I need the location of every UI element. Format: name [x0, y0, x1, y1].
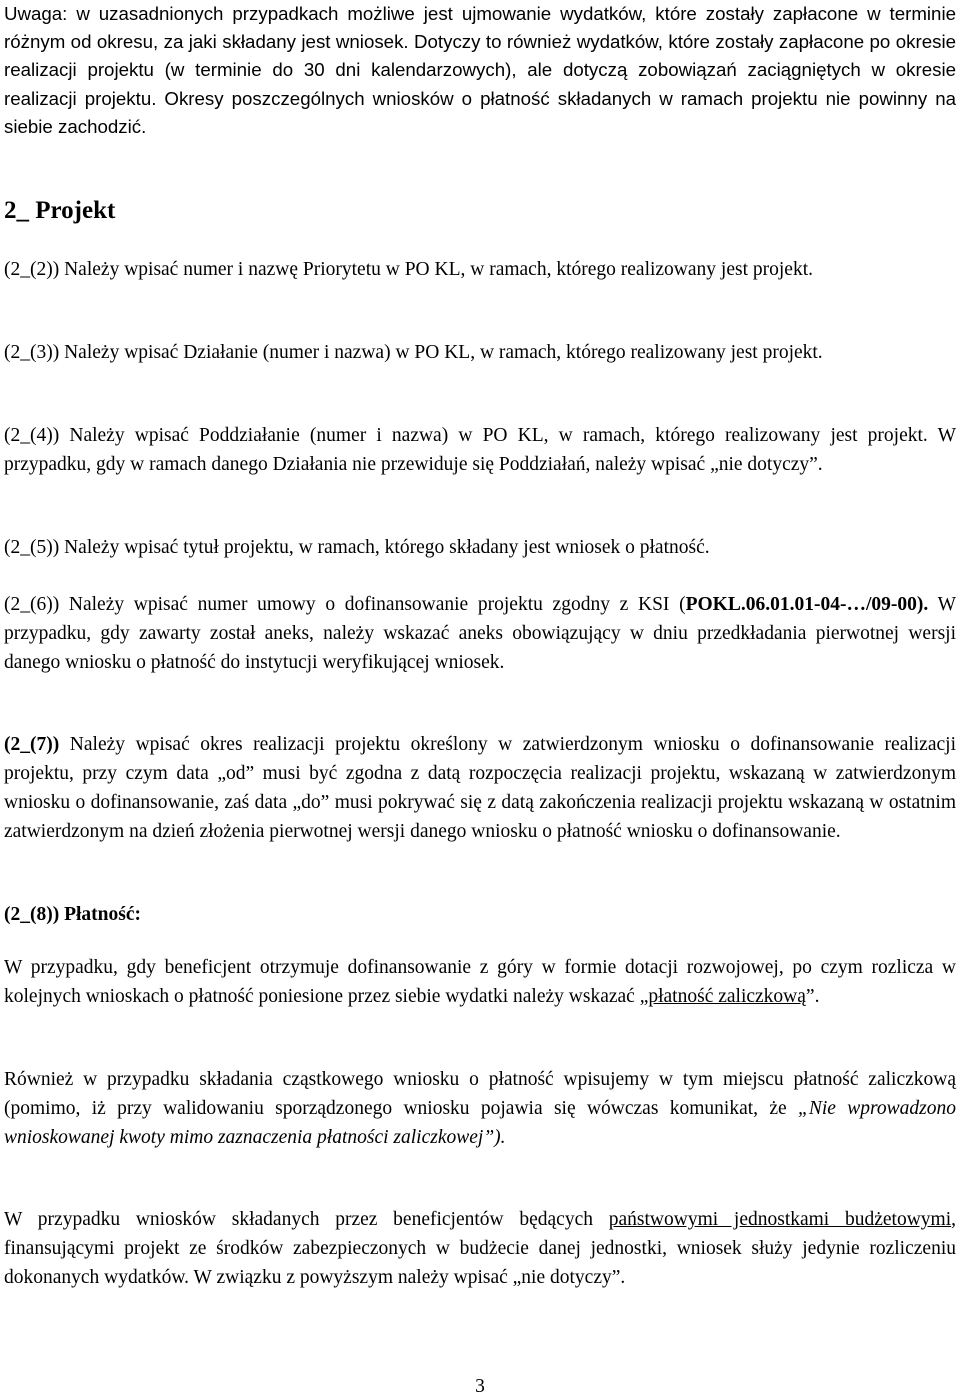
p6-text-b: W przypadku, gdy zawarty został aneks, należy wskazać aneks obowiązujący w dniu przedkładania pierwotnej wersji danego wniosku o płatność do instytucji weryfikującej wniosek.: [4, 594, 956, 673]
paragraph-2-5: (2_(5)) Należy wpisać tytuł projektu, w ramach, którego składany jest wniosek o płatność.: [4, 537, 710, 558]
paragraph-2-4: (2_(4)) Należy wpisać Poddziałanie (numer i nazwa) w PO KL, w ramach, którego realizowany jest projekt. W przypadku, gdy w ramach danego Działania nie przewiduje się Poddziałań, należy wpisać „nie dotyczy”.: [4, 425, 956, 475]
intro-note: Uwaga: w uzasadnionych przypadkach możliwe jest ujmowanie wydatków, które zostały zapłacone w terminie różnym od okresu, za jaki składany jest wniosek. Dotyczy to również wydatków, które zostały zapłacone po okresie realizacji projektu (w terminie do 30 dni kalendarzowych), ale dotyczą zobowiązań zaciągniętych w okresie realizacji projektu. Okresy poszczególnych wniosków o płatność składanych w ramach projektu nie powinny na siebie zachodzić.: [4, 3, 956, 137]
page-number: 3: [475, 1376, 485, 1397]
paragraph-2-3: (2_(3)) Należy wpisać Działanie (numer i nazwa) w PO KL, w ramach, którego realizowany jest projekt.: [4, 342, 823, 363]
budget-units-term: państwowymi jednostkami budżetowymi: [608, 1209, 952, 1230]
paragraph-2-2: (2_(2)) Należy wpisać numer i nazwę Priorytetu w PO KL, w ramach, którego realizowany jest projekt.: [4, 259, 813, 280]
section-title: 2_ Projekt: [4, 197, 116, 224]
paragraph-payment-advance: [4, 953, 956, 1011]
p11-text-a: W przypadku wniosków składanych przez beneficjentów będących: [4, 1209, 609, 1230]
contract-number: POKL.06.01.01-04-…/09-00).: [685, 594, 929, 615]
paragraph-2-7: [4, 730, 956, 846]
p9-text-b: ”.: [805, 986, 820, 1007]
system-message: „Nie wprowadzono wnioskowanej kwoty mimo zaznaczenia płatności zaliczkowej”).: [4, 1098, 956, 1148]
p9-text-a: W przypadku, gdy beneficjent otrzymuje dofinansowanie z góry w formie dotacji rozwojowej, po czym rozlicza w kolejnych wnioskach o płatność poniesione przez siebie wydatki należy wskazać „: [4, 957, 956, 1007]
paragraph-partial-request: [4, 1065, 956, 1152]
paragraph-2-6: [4, 590, 956, 677]
p7-label: (2_(7)): [4, 734, 60, 755]
paragraph-budget-units: [4, 1205, 956, 1292]
p6-text-a: (2_(6)) Należy wpisać numer umowy o dofinansowanie projektu zgodny z KSI (: [4, 594, 686, 615]
advance-payment-term: płatność zaliczkową: [648, 986, 806, 1007]
p10-text-a: Również w przypadku składania cząstkowego wniosku o płatność wpisujemy w tym miejscu płatność zaliczkową (pomimo, iż przy walidowaniu sporządzonego wniosku pojawia się wówczas komunikat, że: [4, 1069, 956, 1119]
payment-heading: (2_(8)) Płatność:: [4, 904, 142, 925]
p7-text: Należy wpisać okres realizacji projektu określony w zatwierdzonym wniosku o dofinansowanie realizacji projektu, przy czym data „od” musi być zgodna z datą rozpoczęcia realizacji projektu, wskazaną w zatwierdzonym wniosku o dofinansowanie, zaś data „do” musi pokrywać się z datą zakończenia realizacji projektu wskazaną w ostatnim zatwierdzonym na dzień złożenia pierwotnej wersji danego wniosku o płatność wniosku o dofinansowanie.: [4, 734, 956, 842]
p11-text-b: , finansującymi projekt ze środków zabezpieczonych w budżecie danej jednostki, wniosek służy jedynie rozliczeniu dokonanych wydatków. W związku z powyższym należy wpisać „nie dotyczy”.: [4, 1209, 956, 1288]
